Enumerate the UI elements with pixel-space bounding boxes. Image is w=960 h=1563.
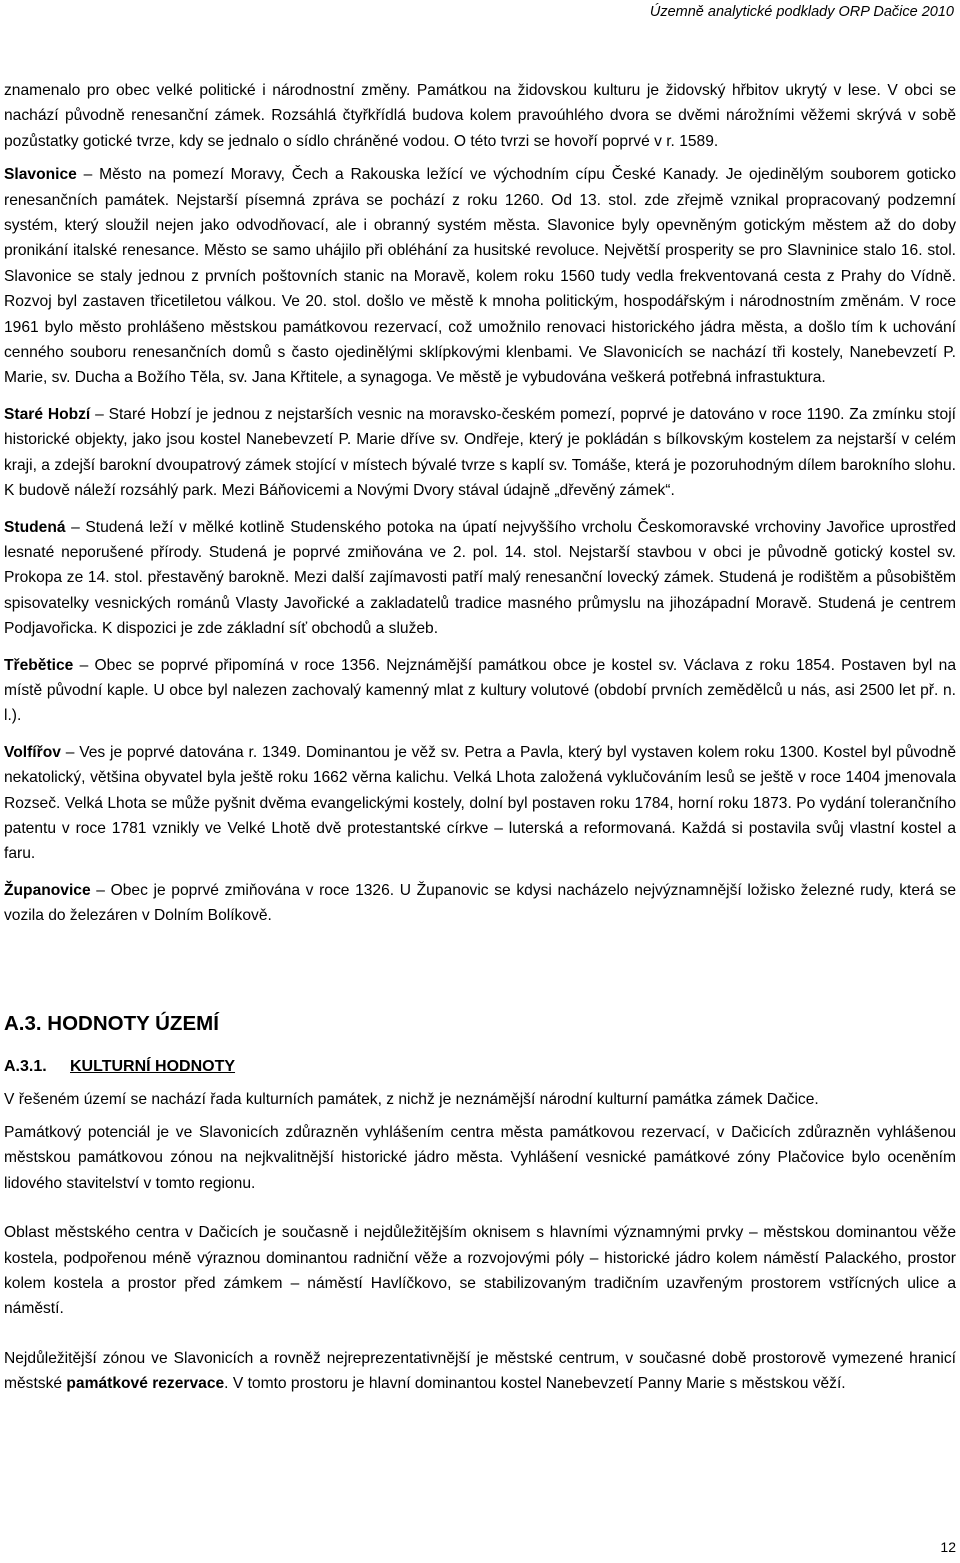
paragraph-slavonice bbox=[4, 162, 956, 391]
term-zupanovice: Županovice bbox=[4, 881, 91, 899]
paragraph-trebetice bbox=[4, 653, 956, 729]
text-trebetice: – Obec se poprvé připomíná v roce 1356. Nejznámější památkou obce je kostel sv. Václava z roku 1854. Postaven byl na místě původní kaple. U obce byl nalezen zachovalý kamenný mlat z kultury volutové (období prvních zemědělců u nás, asi 2500 let př. n. l.). bbox=[4, 656, 956, 725]
term-volfirov: Volfířov bbox=[4, 743, 61, 761]
term-slavonice: Slavonice bbox=[4, 166, 77, 184]
text-slavonice: – Město na pomezí Moravy, Čech a Rakouska ležící ve východním cípu České Kanady. Je ojedinělým souborem goticko renesančních památek. Nejstarší písemná zpráva se pochází z roku 1260. Od 13. stol. zde zřejmě vznikal propracovaný podzemní systém, který sloužil nejen jako odvodňovací, ale i obranný systém města. Slavonice byly opevněným gotickým městem až do doby pronikání italské renesance. Město se samo uhájilo při obléhání za husitské revoluce. Největší prosperity se pro Slavninice stalo 16. stol. Slavonice se staly jednou z prvních poštovních stanic na Moravě, kolem roku 1560 tudy vedla frekventovaná cesta z Prahy do Vídně. Rozvoj byl zastaven třicetiletou válkou. Ve 20. stol. došlo ve městě k mnoha politickým, hospodářským i národnostním změnám. V roce 1961 bylo město prohlášeno městskou památkovou rezervací, což umožnilo renovaci historického jádra města, a došlo tím k uchování cenného souboru renesančních domů s často ojedinělými sklípkovými klenbami. Ve Slavonicích se nachází tři kostely, Nanebevzetí P. Marie, sv. Ducha a Božího Těla, sv. Jana Křtitele, a synagoga. Ve městě je vybudována veškerá potřebná infrastuktura. bbox=[4, 166, 956, 387]
text-hodnoty-4a: Nejdůležitější zónou ve Slavonicích a rovněž nejreprezentativnější je městské centrum, v současné době prostorově vymezené hranicí městské bbox=[4, 1349, 956, 1393]
paragraph-zupanovice bbox=[4, 878, 956, 929]
text-stare-hobzi: – Staré Hobzí je jednou z nejstarších vesnic na moravsko-českém pomezí, poprvé je datováno v roce 1190. Za zmínku stojí historické objekty, jako jsou kostel Nanebevzetí P. Marie dříve sv. Ondřeje, který je pokládán s bílkovským kostelem za nejstarší v celém kraji, a zdejší barokní dvoupatrový zámek stojící v místech bývalé tvrze s kaplí sv. Tomáše, která je pozoruhodným dílem barokního slohu. K budově náleží rozsáhlý park. Mezi Báňovicemi a Novými Dvory stával údajně „dřevěný zámek“. bbox=[4, 405, 956, 500]
paragraph-hodnoty-3: Oblast městského centra v Dačicích je současně i nejdůležitějším oknisem s hlavními významnými prvky – městskou dominantou věže kostela, podpořenou méně výraznou dominantou radniční věže a rozvojovými póly – historické jádro kolem náměstí Palackého, prostor kolem kostela a prostor před zámkem – náměstí Havlíčkovo, se stabilizovaným tradičním uzavřeným prostorem vstřícných ulice a náměstí. bbox=[4, 1224, 956, 1318]
paragraph-hodnoty-1: V řešeném území se nachází řada kulturních památek, z nichž je neznámější národní kulturní památka zámek Dačice. bbox=[4, 1090, 819, 1108]
subsection-number: A.3.1. bbox=[4, 1057, 47, 1075]
paragraph-hodnoty-4 bbox=[4, 1346, 956, 1397]
paragraph-volfirov bbox=[4, 740, 956, 867]
paragraph-studena bbox=[4, 515, 956, 642]
text-studena: – Studená leží v mělké kotlině Studenského potoka na úpatí nejvyššího vrcholu Českomoravské vrchoviny Javořice uprostřed lesnaté neporušené přírody. Studená je poprvé zmiňována ve 2. pol. 14. stol. Nejstarší stavbou v obci je původně gotický kostel sv. Prokopa ze 14. stol. přestavěný barokně. Mezi další zajímavosti patří malý renesanční lovecký zámek. Studená je rodištěm a působištěm spisovatelky vesnických románů Vlasty Javořické a zakladatelů tradice masného průmyslu na jihozápadní Moravě. Studená je centrem Podjavořicka. K dispozici je zde základní síť obchodů a služeb. bbox=[4, 518, 956, 638]
paragraph-intro: znamenalo pro obec velké politické i národnostní změny. Památkou na židovskou kulturu je židovský hřbitov ukrytý v lese. V obci se nachází původně renesanční zámek. Rozsáhlá čtyřkřídlá budova kolem pravoúhlého dvora se dvěmi nárožními věžemi skrývá v sobě pozůstatky gotické tvrze, kdy se jednalo o sídlo chráněné vodou. O této tvrzi se hovoří poprvé v r. 1589. bbox=[4, 82, 956, 150]
term-pamatkove-rezervace: památkové rezervace bbox=[66, 1375, 225, 1393]
subsection-title: KULTURNÍ HODNOTY bbox=[70, 1057, 236, 1075]
term-stare-hobzi: Staré Hobzí bbox=[4, 405, 91, 423]
subsection-heading bbox=[4, 1055, 956, 1079]
term-trebetice: Třebětice bbox=[4, 656, 74, 674]
page-number: 12 bbox=[940, 1539, 956, 1555]
running-header: Územně analytické podklady ORP Dačice 2010 bbox=[649, 4, 954, 20]
text-zupanovice: – Obec je poprvé zmiňována v roce 1326. U Županovic se kdysi nacházelo nejvýznamnější ložisko železné rudy, která se vozila do železáren v Dolním Bolíkově. bbox=[4, 881, 956, 925]
text-volfirov: – Ves je poprvé datována r. 1349. Dominantou je věž sv. Petra a Pavla, který byl vystaven kolem roku 1300. Kostel byl původně nekatolický, většina obyvatel byla ještě roku 1662 věrna kalichu. Velká Lhota založená vyklučováním lesů se ještě v roce 1404 jmenovala Rozseč. Velká Lhota se může pyšnit dvěma evangelickými kostely, dolní byl postaven roku 1784, horní roku 1873. Po vydání tolerančního patentu v roce 1781 vznikly ve Velké Lhotě dvě protestantské církve – luterská a reformovaná. Každá si postavila svůj vlastní kostel a faru. bbox=[4, 743, 956, 863]
paragraph-hodnoty-2: Památkový potenciál je ve Slavonicích zdůrazněn vyhlášením centra města památkovou rezervací, v Dačicích zdůrazněn vyhlášenou městskou památkovou zónou na nejkvalitnější historické jádro města. Vyhlášení vesnické památkové zóny Plačovice bylo oceněním lidového stavitelství v tomto regionu. bbox=[4, 1124, 956, 1192]
document-body bbox=[4, 78, 956, 1397]
paragraph-stare-hobzi bbox=[4, 402, 956, 504]
term-studena: Studená bbox=[4, 518, 66, 536]
text-hodnoty-4c: . V tomto prostoru je hlavní dominantou kostel Nanebevzetí Panny Marie s městskou věží. bbox=[224, 1375, 846, 1393]
section-heading: A.3. HODNOTY ÚZEMÍ bbox=[4, 1011, 219, 1035]
